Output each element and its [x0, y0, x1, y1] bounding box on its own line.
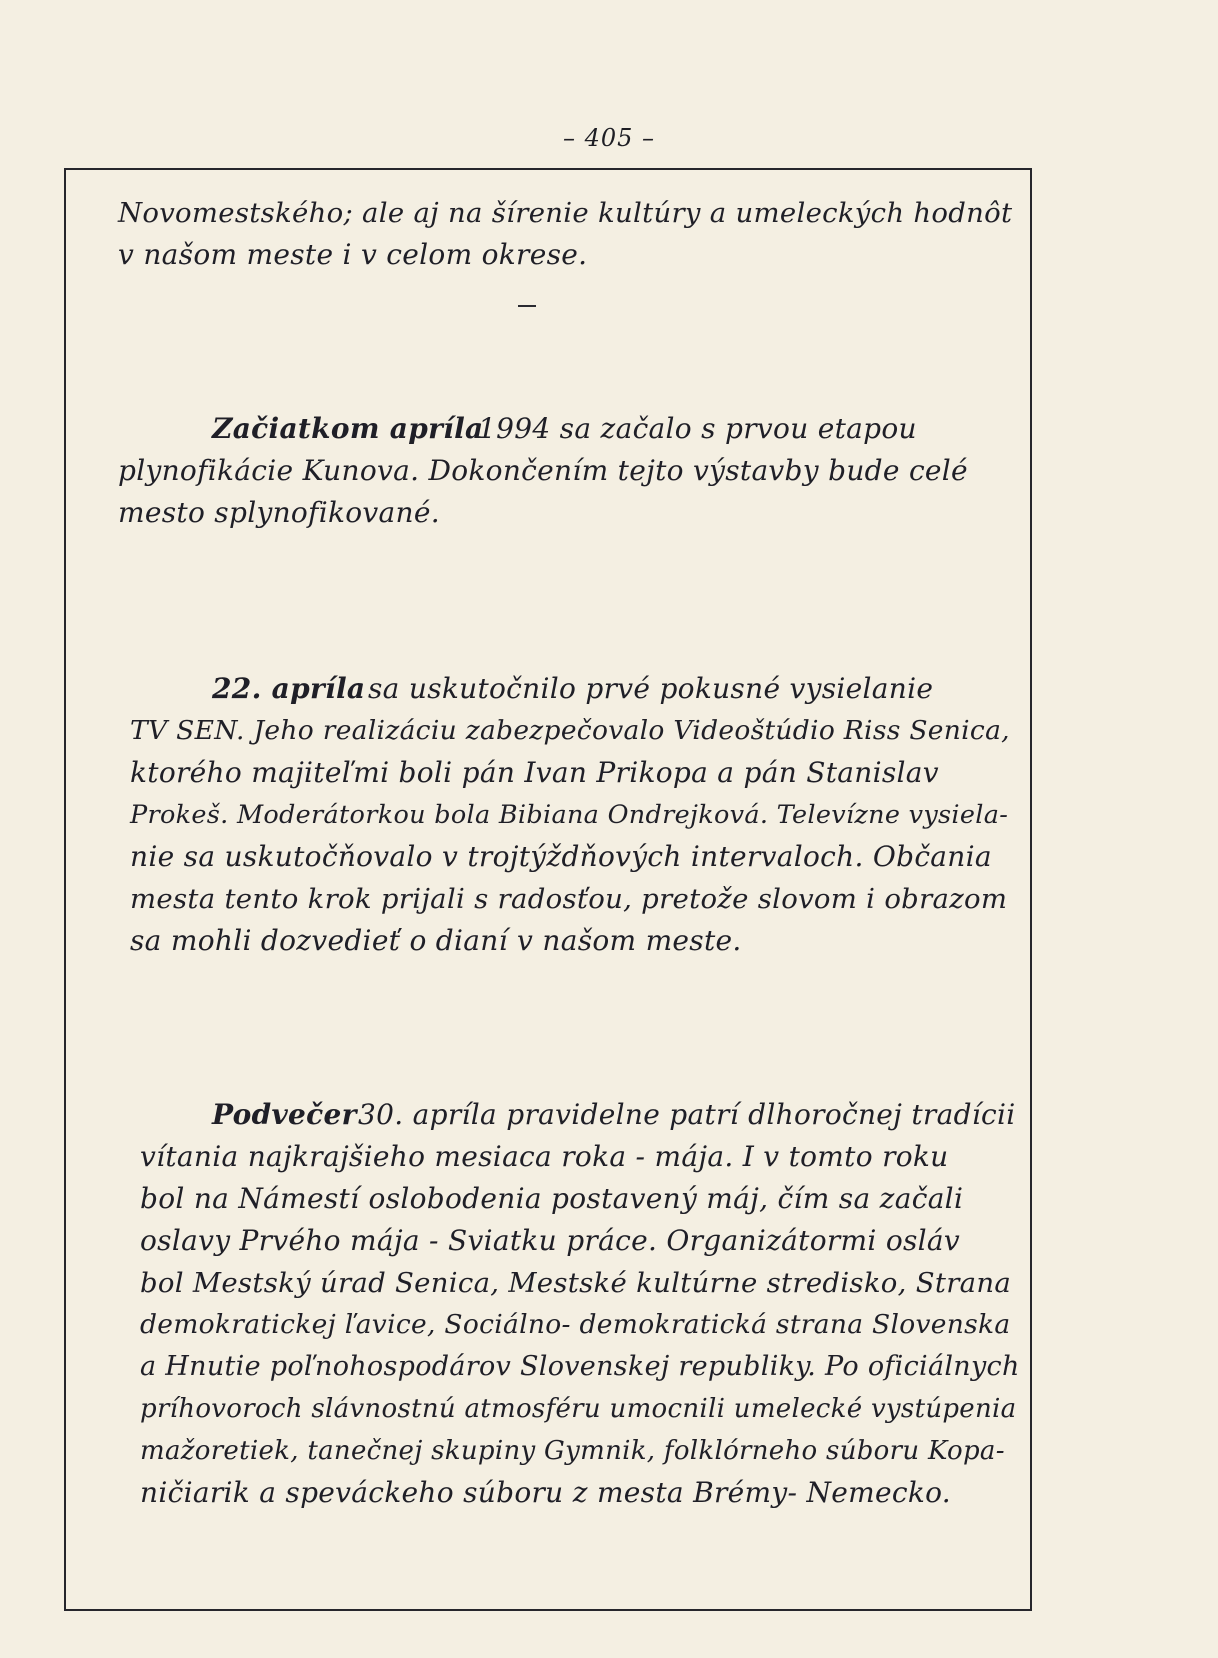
paragraph-4-line-4: oslavy Prvého mája - Sviatku práce. Organizátormi osláv [140, 1224, 961, 1257]
paragraph-4-line-10: ničiarik a speváckeho súboru z mesta Brémy- Nemecko. [140, 1476, 951, 1509]
paragraph-3-line-7: sa mohli dozvedieť o dianí v našom meste. [130, 924, 742, 957]
paragraph-3-line-2: TV SEN. Jeho realizáciu zabezpečovalo Videoštúdio Riss Senica, [130, 715, 1010, 746]
paragraph-4-lead: Podvečer [212, 1098, 357, 1131]
paragraph-4-line-3: bol na Námestí oslobodenia postavený máj, čím sa začali [140, 1182, 964, 1215]
paragraph-1-line-2: v našom meste i v celom okrese. [118, 238, 588, 271]
paragraph-2-line-3: mesto splynofikované. [118, 496, 440, 529]
paragraph-4-line-8: príhovoroch slávnostnú atmosféru umocnili umelecké vystúpenia [140, 1394, 1017, 1424]
paragraph-1-line-1: Novomestského; ale aj na šírenie kultúry a umeleckých hodnôt [118, 197, 1013, 229]
paragraph-4-line-5: bol Mestský úrad Senica, Mestské kultúrne stredisko, Strana [140, 1267, 1012, 1299]
paragraph-3-line-6: mesta tento krok prijali s radosťou, pretože slovom i obrazom [130, 883, 1008, 915]
paragraph-4-line-7: a Hnutie poľnohospodárov Slovenskej republiky. Po oficiálnych [140, 1351, 1020, 1382]
paragraph-2-line-2: plynofikácie Kunova. Dokončením tejto výstavby bude celé [118, 454, 968, 487]
paragraph-3-line-4: Prokeš. Moderátorkou bola Bibiana Ondrejková. Televízne vysiela- [130, 800, 1009, 830]
paragraph-4-line-2: vítania najkrajšieho mesiaca roka - mája. I v tomto roku [140, 1140, 949, 1173]
page-number: – 405 – [562, 124, 656, 152]
section-divider [518, 305, 536, 307]
paragraph-2-line-1: 1994 sa začalo s prvou etapou [478, 412, 917, 445]
paragraph-3-line-1: sa uskutočnilo prvé pokusné vysielanie [368, 672, 934, 705]
paragraph-4-line-6: demokratickej ľavice, Sociálno- demokratická strana Slovenska [140, 1309, 1011, 1340]
paragraph-4-line-9: mažoretiek, tanečnej skupiny Gymnik, folklórneho súboru Kopa- [140, 1436, 1005, 1466]
paragraph-3-line-3: ktorého majiteľmi boli pán Ivan Prikopa a pán Stanislav [130, 756, 939, 789]
paragraph-3-lead: 22. apríla [212, 672, 366, 705]
paragraph-4-line-1: 30. apríla pravidelne patrí dlhoročnej tradícii [358, 1098, 1016, 1131]
paragraph-2-lead: Začiatkom apríla [212, 412, 484, 445]
paragraph-3-line-5: nie sa uskutočňovalo v trojtýždňových intervaloch. Občania [130, 840, 992, 873]
